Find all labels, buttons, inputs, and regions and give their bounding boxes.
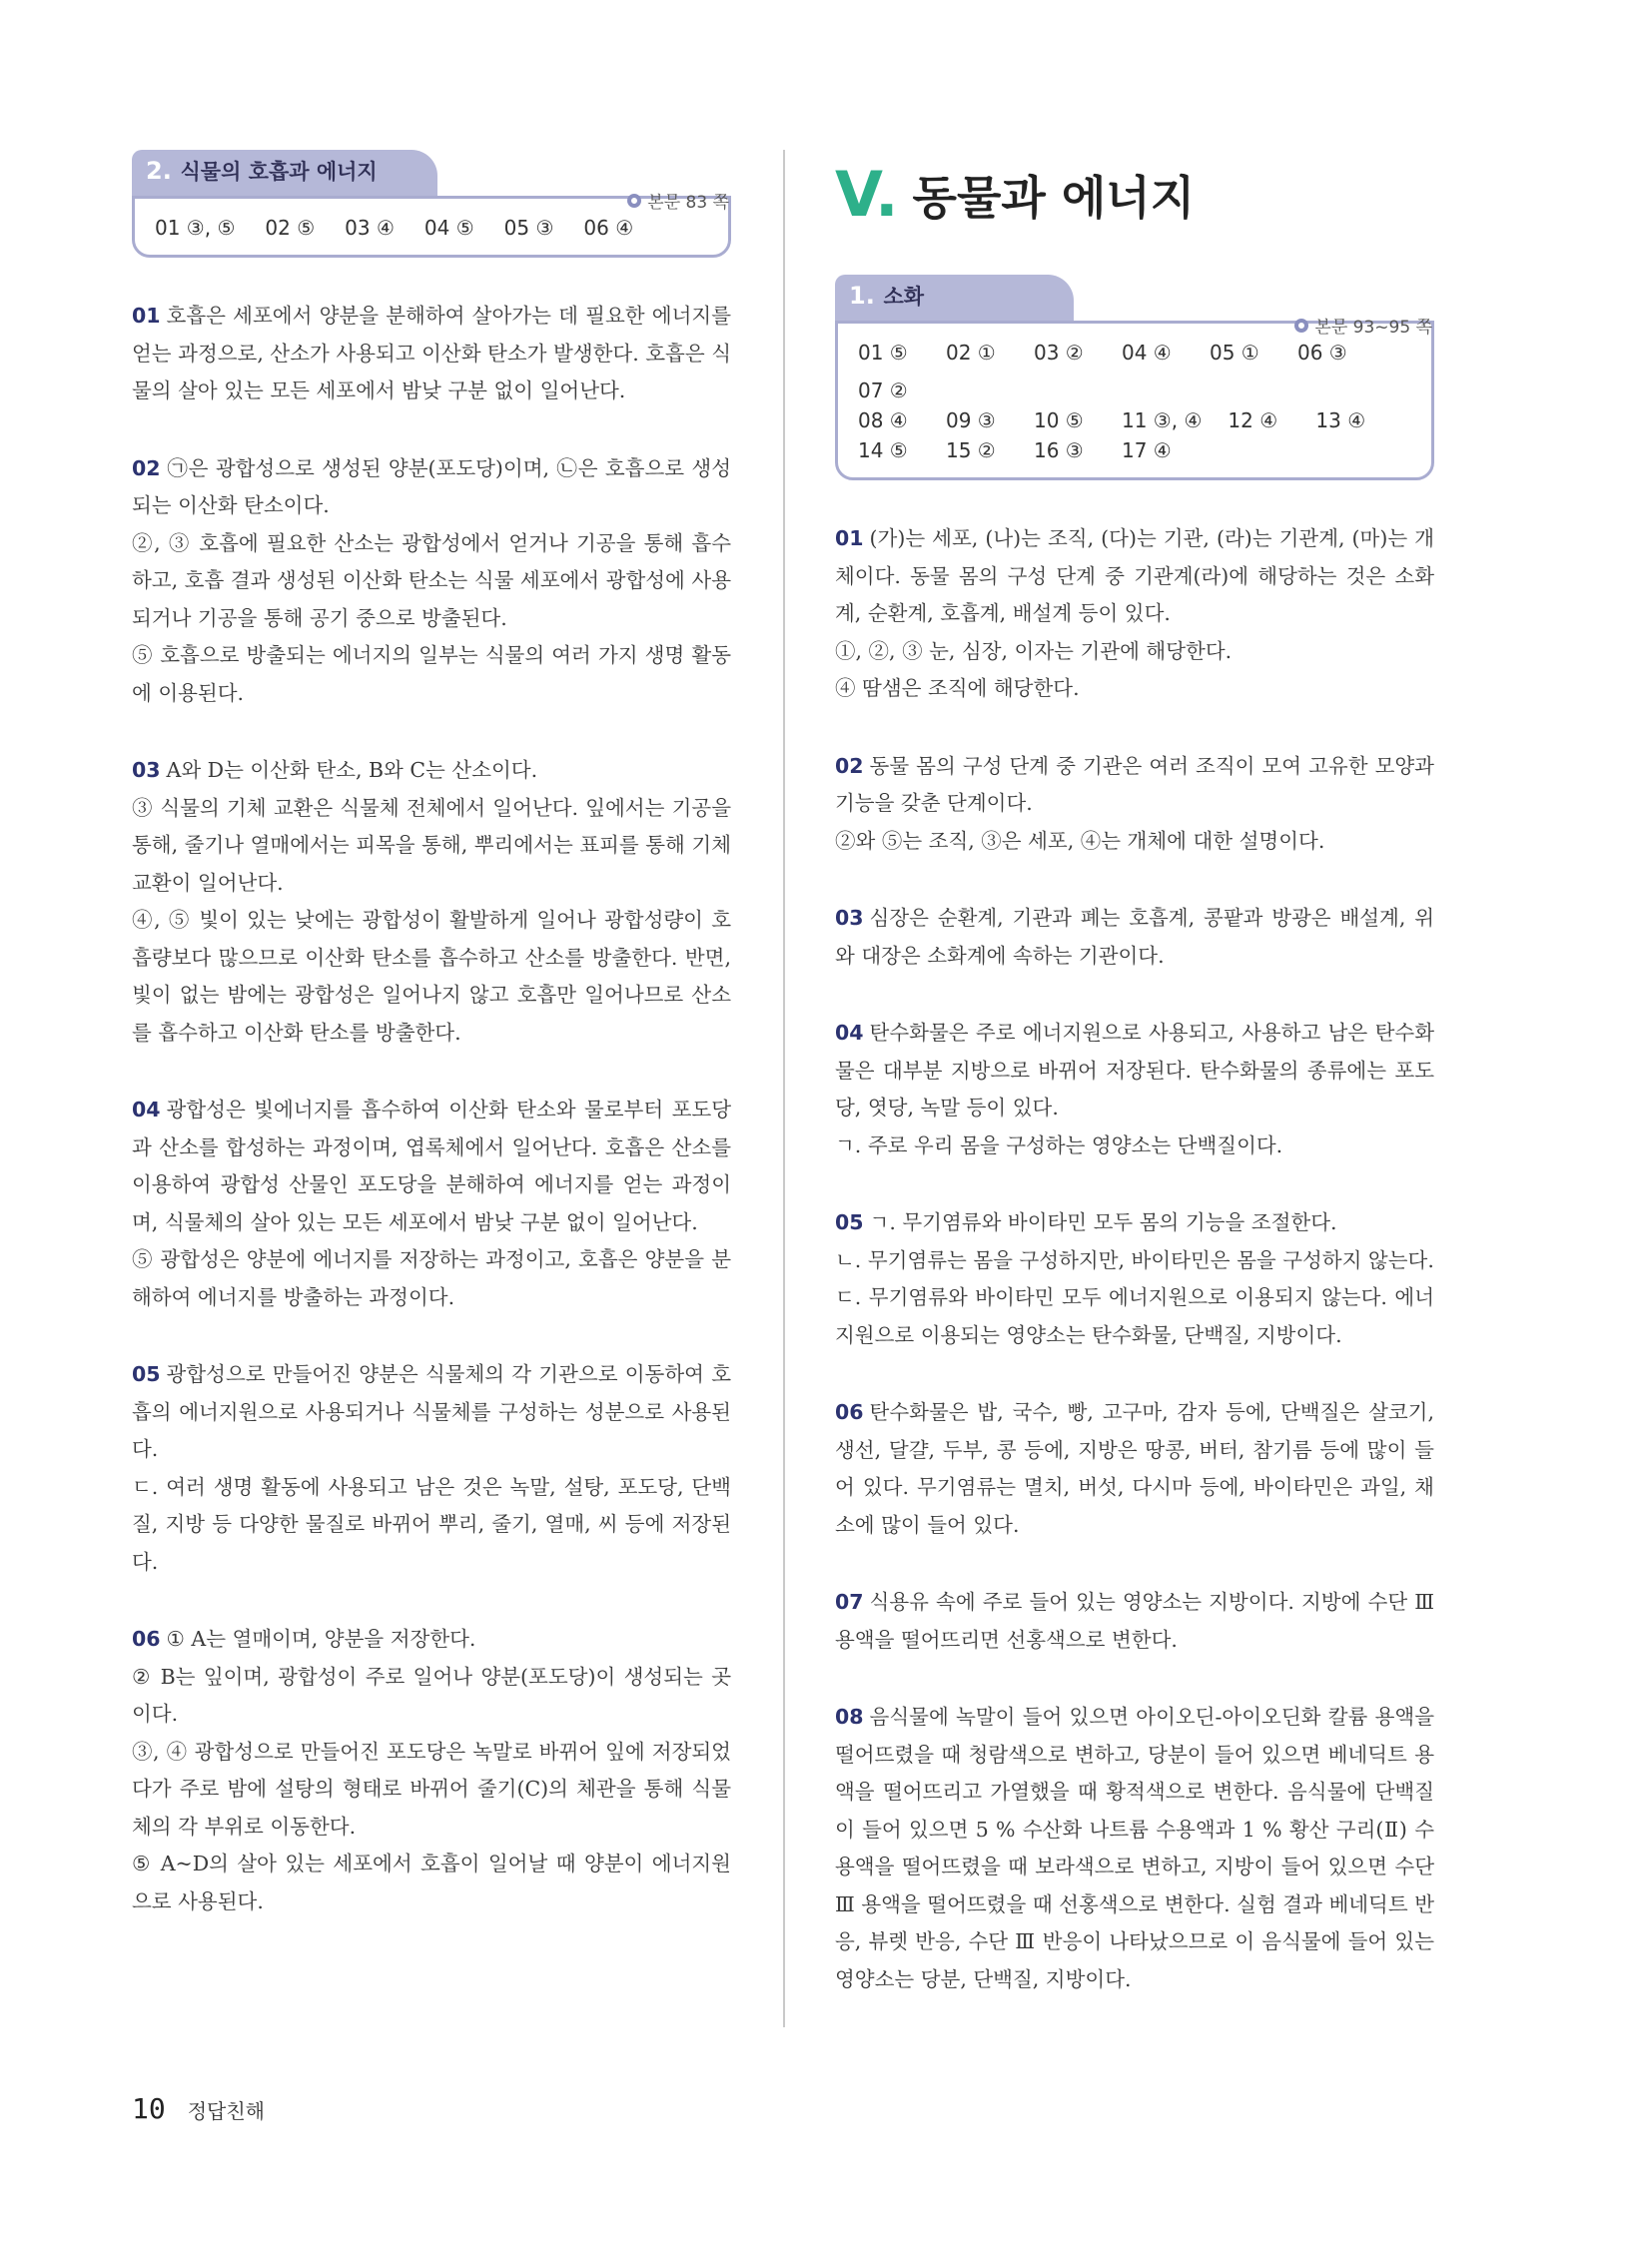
question-number: 04 [835, 1021, 864, 1045]
explanation-text: 동물 몸의 구성 단계 중 기관은 여러 조직이 모여 고유한 모양과 기능을 갖춘 단계이다. [835, 753, 1434, 815]
explanation-paragraph [835, 1699, 1434, 1998]
explanation-item [835, 520, 1434, 708]
explanation-text: ㄷ. 무기염류와 바이타민 모두 에너지원으로 이용되지 않는다. 에너지원으로 이용되는 영양소는 탄수화물, 단백질, 지방이다. [835, 1285, 1434, 1347]
explanation-text: A와 D는 이산화 탄소, B와 C는 산소이다. [166, 758, 538, 782]
answer-row [155, 213, 708, 243]
question-number: 02 [835, 753, 864, 778]
answer-item: 04 ④ [1122, 341, 1172, 365]
question-number: 02 [132, 455, 161, 480]
question-number: 06 [132, 1627, 161, 1651]
explanation-paragraph [132, 1659, 731, 1734]
answer-box-digestion [835, 275, 1434, 480]
explanation-paragraph [835, 1279, 1434, 1354]
explanation-text: ②와 ⑤는 조직, ③은 세포, ④는 개체에 대한 설명이다. [835, 828, 1325, 853]
explanation-paragraph [132, 1846, 731, 1920]
explanation-text: ④ 땀샘은 조직에 해당한다. [835, 676, 1080, 700]
answer-item: 09 ③ [946, 408, 996, 432]
explanation-item [132, 298, 731, 410]
explanation-paragraph [132, 298, 731, 410]
footer-label: 정답친해 [187, 2099, 265, 2123]
answer-row [858, 435, 1411, 465]
page-reference-text: 본문 93~95 쪽 [1314, 318, 1432, 338]
explanation-paragraph [132, 1356, 731, 1469]
explanation-paragraph [835, 633, 1434, 671]
explanation-paragraph [132, 637, 731, 712]
explanation-item [132, 1621, 731, 1920]
answer-item: 14 ⑤ [858, 438, 908, 462]
answer-item: 01 ⑤ [858, 341, 908, 365]
explanation-paragraph [835, 1204, 1434, 1242]
answer-item: 13 ④ [1315, 408, 1366, 432]
explanation-paragraph [835, 1015, 1434, 1127]
explanation-text: 탄수화물은 주로 에너지원으로 사용되고, 사용하고 남은 탄수화물은 대부분 지방으로 바뀌어 저장된다. 탄수화물의 종류에는 포도당, 엿당, 녹말 등이 있다. [835, 1021, 1434, 1120]
answer-item: 17 ④ [1122, 438, 1172, 462]
answer-item: 05 ③ [503, 216, 554, 240]
answer-item: 12 ④ [1228, 408, 1278, 432]
question-number: 07 [835, 1590, 864, 1614]
question-number: 03 [132, 758, 161, 782]
explanation-text: 광합성은 빛에너지를 흡수하여 이산화 탄소와 물로부터 포도당과 산소를 합성하는 과정이며, 엽록체에서 일어난다. 호흡은 산소를 이용하여 광합성 산물인 포도당을 분해하여 에너지를 얻는 과정이며, 식물체의 살아 있는 모든 세포에서 밤낮 구분 없이 일어난다. [132, 1098, 731, 1234]
explanation-item [835, 1699, 1434, 1998]
explanation-paragraph [132, 525, 731, 638]
explanation-paragraph [835, 748, 1434, 823]
column-divider [783, 150, 785, 2027]
explanation-paragraph [835, 520, 1434, 633]
explanation-item [132, 1092, 731, 1316]
explanation-item [132, 752, 731, 1052]
section-number: 1. [849, 282, 875, 310]
bullet-icon [1294, 319, 1308, 333]
explanation-paragraph [132, 1469, 731, 1582]
explanation-paragraph [835, 1584, 1434, 1659]
explanation-paragraph [835, 1127, 1434, 1165]
answer-row [858, 405, 1411, 435]
explanation-paragraph [132, 1734, 731, 1847]
question-number: 04 [132, 1098, 161, 1121]
explanation-paragraph [835, 1242, 1434, 1280]
answer-box-plant-respiration [132, 150, 731, 258]
explanation-paragraph [835, 900, 1434, 975]
page-footer [132, 2092, 265, 2125]
answer-item: 05 ① [1210, 341, 1259, 365]
explanation-paragraph [132, 1241, 731, 1316]
answer-item: 04 ⑤ [423, 216, 474, 240]
answer-item: 10 ⑤ [1034, 408, 1084, 432]
explanation-text: ①, ②, ③ 눈, 심장, 이자는 기관에 해당한다. [835, 638, 1233, 663]
explanation-paragraph [132, 1092, 731, 1241]
explanation-item [835, 1584, 1434, 1659]
page-reference-text: 본문 83 쪽 [647, 193, 729, 213]
explanation-text: 호흡은 세포에서 양분을 분해하여 살아가는 데 필요한 에너지를 얻는 과정으로, 산소가 사용되고 이산화 탄소가 발생한다. 호흡은 식물의 살아 있는 모든 세포에서 밤낮 구분 없이 일어난다. [132, 304, 731, 402]
explanation-text: ㄱ. 주로 우리 몸을 구성하는 영양소는 단백질이다. [835, 1132, 1283, 1157]
explanation-text: ⑤ A~D의 살아 있는 세포에서 호흡이 일어날 때 양분이 에너지원으로 사용된다. [132, 1852, 731, 1913]
explanation-text: 식용유 속에 주로 들어 있는 영양소는 지방이다. 지방에 수단 Ⅲ 용액을 떨어뜨리면 선홍색으로 변한다. [835, 1590, 1434, 1652]
explanation-text: 탄수화물은 밥, 국수, 빵, 고구마, 감자 등에, 단백질은 살코기, 생선, 달걀, 두부, 콩 등에, 지방은 땅콩, 버터, 참기름 등에 많이 들어 있다. 무기염류는 멸치, 버섯, 다시마 등에, 바이타민은 과일, 채소에 많이 들어 있다. [835, 1400, 1434, 1537]
answer-item: 07 ② [858, 378, 908, 402]
page-reference [627, 188, 729, 213]
explanation-text: ②, ③ 호흡에 필요한 산소는 광합성에서 얻거나 기공을 통해 흡수하고, 호흡 결과 생성된 이산화 탄소는 식물 세포에서 광합성에 사용되거나 기공을 통해 공기 중으로 방출된다. [132, 530, 731, 630]
explanation-paragraph [835, 1394, 1434, 1544]
explanation-paragraph [132, 752, 731, 790]
explanation-paragraph [835, 670, 1434, 708]
explanation-item [835, 748, 1434, 861]
section-tab [835, 275, 1074, 321]
explanation-paragraph [132, 1621, 731, 1659]
explanation-paragraph [132, 902, 731, 1052]
explanation-item [835, 1015, 1434, 1164]
right-question-list [835, 520, 1434, 1998]
explanation-text: (가)는 세포, (나)는 조직, (다)는 기관, (라)는 기관계, (마)는 개체이다. 동물 몸의 구성 단계 중 기관계(라)에 해당하는 것은 소화계, 순환계, 호흡계, 배설계 등이 있다. [835, 526, 1434, 625]
answer-item: 15 ② [946, 438, 996, 462]
chapter-title: 동물과 에너지 [912, 171, 1196, 225]
answer-panel [835, 321, 1434, 480]
answer-item: 08 ④ [858, 408, 908, 432]
answer-item: 06 ④ [583, 216, 634, 240]
explanation-paragraph [132, 450, 731, 525]
answer-item: 16 ③ [1034, 438, 1084, 462]
question-number: 01 [132, 304, 161, 328]
explanation-paragraph [132, 790, 731, 903]
explanation-text: 심장은 순환계, 기관과 폐는 호흡계, 콩팥과 방광은 배설계, 위와 대장은 소화계에 속하는 기관이다. [835, 906, 1434, 968]
explanation-item [132, 450, 731, 713]
explanation-text: ⑤ 호흡으로 방출되는 에너지의 일부는 식물의 여러 가지 생명 활동에 이용된다. [132, 643, 731, 705]
answer-item: 02 ① [946, 341, 996, 365]
question-number: 03 [835, 906, 864, 930]
question-number: 06 [835, 1400, 864, 1424]
explanation-text: ⑤ 광합성은 양분에 에너지를 저장하는 과정이고, 호흡은 양분을 분해하여 에너지를 방출하는 과정이다. [132, 1247, 731, 1309]
answer-item: 02 ⑤ [265, 216, 316, 240]
explanation-item [835, 1394, 1434, 1544]
answer-item: 03 ④ [345, 216, 395, 240]
question-number: 08 [835, 1705, 864, 1729]
answer-item: 01 ③, ⑤ [155, 216, 236, 240]
answer-item: 03 ② [1034, 341, 1084, 365]
question-number: 01 [835, 526, 864, 550]
explanation-item [132, 1356, 731, 1581]
explanation-item [835, 1204, 1434, 1354]
page-number: 10 [132, 2092, 166, 2125]
answer-item: 06 ③ [1297, 341, 1347, 365]
explanation-text: ㉠은 광합성으로 생성된 양분(포도당)이며, ㉡은 호흡으로 생성되는 이산화 탄소이다. [132, 455, 731, 517]
section-tab [132, 150, 437, 196]
explanation-text: 광합성으로 만들어진 양분은 식물체의 각 기관으로 이동하여 호흡의 에너지원으로 사용되거나 식물체를 구성하는 성분으로 사용된다. [132, 1362, 731, 1461]
section-title: 식물의 호흡과 에너지 [180, 160, 378, 184]
answer-row [858, 338, 1411, 405]
question-number: 05 [835, 1210, 864, 1234]
section-number: 2. [146, 157, 172, 185]
question-number: 05 [132, 1362, 161, 1386]
left-column [132, 150, 731, 1960]
explanation-text: ㄷ. 여러 생명 활동에 사용되고 남은 것은 녹말, 설탕, 포도당, 단백질, 지방 등 다양한 물질로 바뀌어 뿌리, 줄기, 열매, 씨 등에 저장된다. [132, 1474, 731, 1574]
explanation-paragraph [835, 823, 1434, 861]
explanation-item [835, 900, 1434, 975]
explanation-text: ㄱ. 무기염류와 바이타민 모두 몸의 기능을 조절한다. [869, 1210, 1337, 1234]
explanation-text: ① A는 열매이며, 양분을 저장한다. [166, 1627, 476, 1651]
explanation-text: ③, ④ 광합성으로 만들어진 포도당은 녹말로 바뀌어 잎에 저장되었다가 주로 밤에 설탕의 형태로 바뀌어 줄기(C)의 체관을 통해 식물체의 각 부위로 이동한다. [132, 1739, 731, 1839]
explanation-text: 음식물에 녹말이 들어 있으면 아이오딘-아이오딘화 칼륨 용액을 떨어뜨렸을 때 청람색으로 변하고, 당분이 들어 있으면 베네딕트 용액을 떨어뜨리고 가열했을 때 황적색으로 변한다. 음식물에 단백질이 들어 있으면 5 % 수산화 나트륨 수용액과 1 % 황산 구리(Ⅱ) 수용액을 떨어뜨렸을 때 보라색으로 변하고, 지방이 들어 있으면 수단 Ⅲ 용액을 떨어뜨렸을 때 선홍색으로 변한다. 실험 결과 베네딕트 반응, 뷰렛 반응, 수단 Ⅲ 반응이 나타났으므로 이 음식물에 들어 있는 영양소는 당분, 단백질, 지방이다. [835, 1705, 1434, 1991]
answer-item: 11 ③, ④ [1122, 408, 1203, 432]
bullet-icon [627, 194, 641, 208]
explanation-text: ④, ⑤ 빛이 있는 낮에는 광합성이 활발하게 일어나 광합성량이 호흡량보다 많으므로 이산화 탄소를 흡수하고 산소를 방출한다. 반면, 빛이 없는 밤에는 광합성은 일어나지 않고 호흡만 일어나므로 산소를 흡수하고 이산화 탄소를 방출한다. [132, 908, 731, 1045]
chapter-heading [835, 155, 1434, 235]
explanation-text: ③ 식물의 기체 교환은 식물체 전체에서 일어난다. 잎에서는 기공을 통해, 줄기나 열매에서는 피목을 통해, 뿌리에서는 표피를 통해 기체 교환이 일어난다. [132, 795, 731, 895]
left-question-list [132, 298, 731, 1920]
explanation-text: ㄴ. 무기염류는 몸을 구성하지만, 바이타민은 몸을 구성하지 않는다. [835, 1247, 1434, 1272]
section-title: 소화 [883, 285, 925, 309]
page-reference [1294, 313, 1432, 338]
chapter-number: V. [835, 158, 899, 231]
right-column [835, 155, 1434, 2038]
explanation-text: ② B는 잎이며, 광합성이 주로 일어나 양분(포도당)이 생성되는 곳이다. [132, 1664, 731, 1726]
